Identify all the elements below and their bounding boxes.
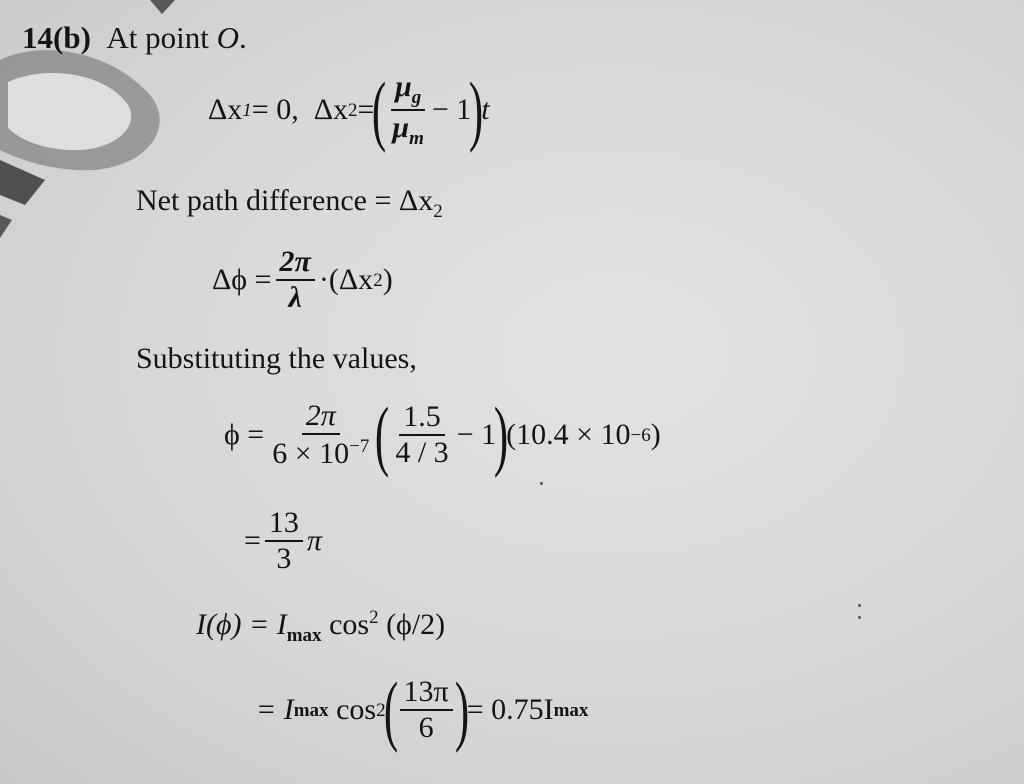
phi-result xyxy=(244,500,322,582)
phi-minus-one: − 1 xyxy=(456,418,497,451)
delta-x2-term-end: ) xyxy=(382,263,393,296)
delta-x2-term-subscript: 2 xyxy=(373,269,383,291)
heading-point: O xyxy=(216,20,240,55)
thickness-exponent: −6 xyxy=(630,424,651,446)
cosine-exponent: 2 xyxy=(369,607,379,628)
mu-ratio-fraction xyxy=(388,72,427,148)
result-pi: π xyxy=(306,524,322,557)
problem-part: (b) xyxy=(53,20,91,55)
refractive-ratio-fraction xyxy=(391,402,452,468)
cosine: cos xyxy=(329,608,370,641)
final-max-subscript: max xyxy=(293,699,329,721)
phi-equation xyxy=(224,386,661,484)
final-cosine-exponent: 2 xyxy=(376,699,386,721)
phi-denominator-exponent: −7 xyxy=(349,436,370,457)
two-pi: 2π xyxy=(276,247,315,281)
right-paren: ) xyxy=(469,66,484,153)
thickness-end: ) xyxy=(650,418,661,451)
mu-g-subscript: g xyxy=(411,87,422,108)
phi-numerator: 2π xyxy=(302,401,340,435)
delta-x2-term: ·(Δx xyxy=(318,263,374,296)
mu-g: μ xyxy=(395,70,412,103)
path-difference-equation xyxy=(208,64,490,156)
lambda: λ xyxy=(288,281,302,314)
speck xyxy=(540,482,543,485)
final-right-paren: ) xyxy=(454,666,469,753)
final-left-paren: ( xyxy=(383,666,398,753)
heading-end: . xyxy=(239,20,247,55)
speck xyxy=(858,616,861,619)
minus-one: − 1 xyxy=(431,93,472,126)
two-pi-over-lambda xyxy=(276,247,315,313)
intensity-equation xyxy=(196,608,445,645)
final-lhs: = I xyxy=(256,693,294,726)
result-equals: = xyxy=(244,524,261,557)
result-denominator: 3 xyxy=(276,542,292,575)
final-result-subscript: max xyxy=(553,699,589,721)
thickness-value: (10.4 × 10 xyxy=(506,418,631,451)
mu-m-subscript: m xyxy=(409,128,424,149)
delta-x1-subscript: 1 xyxy=(242,99,252,121)
delta-x2: Δx xyxy=(313,93,349,126)
speck xyxy=(858,604,861,607)
equals-sign: = xyxy=(357,93,375,126)
mu-m: μ xyxy=(392,111,410,144)
refractive-numerator: 1.5 xyxy=(399,402,445,436)
cosine-argument: (ϕ/2) xyxy=(386,608,446,641)
phi-denominator-base: 6 × 10 xyxy=(272,437,350,470)
delta-x2-subscript: 2 xyxy=(348,99,358,121)
final-intensity-equation xyxy=(256,666,588,754)
final-denominator: 6 xyxy=(418,711,434,744)
refractive-denominator: 4 / 3 xyxy=(395,436,449,469)
phi-fraction xyxy=(268,401,373,469)
phi-left-paren: ( xyxy=(375,391,390,478)
thirteen-pi-over-six xyxy=(400,677,453,743)
delta-phi: Δϕ = xyxy=(212,263,272,296)
phi-right-paren: ) xyxy=(493,391,509,478)
delta-x1-value: = 0, xyxy=(251,93,299,126)
problem-heading xyxy=(22,22,247,53)
net-path-subscript: 2 xyxy=(433,201,443,222)
intensity-lhs: I(ϕ) = I xyxy=(196,608,287,641)
phase-difference-equation xyxy=(212,240,393,320)
heading-text: At point xyxy=(106,20,209,55)
intensity-max-subscript: max xyxy=(286,625,322,646)
substituting-text: Substituting the values, xyxy=(136,342,417,375)
problem-number: 14 xyxy=(22,20,53,55)
result-numerator: 13 xyxy=(265,508,303,542)
thirteen-thirds-fraction xyxy=(265,508,303,574)
final-cosine: cos xyxy=(336,693,377,726)
thickness-t: t xyxy=(481,93,490,126)
net-path-text: Net path difference = Δx xyxy=(136,184,434,217)
final-numerator: 13π xyxy=(400,677,453,711)
delta-x1: Δx xyxy=(208,93,243,126)
phi-lhs: ϕ = xyxy=(224,418,265,451)
final-result: = 0.75I xyxy=(466,693,554,726)
left-paren: ( xyxy=(372,66,387,153)
net-path-difference xyxy=(136,186,443,221)
